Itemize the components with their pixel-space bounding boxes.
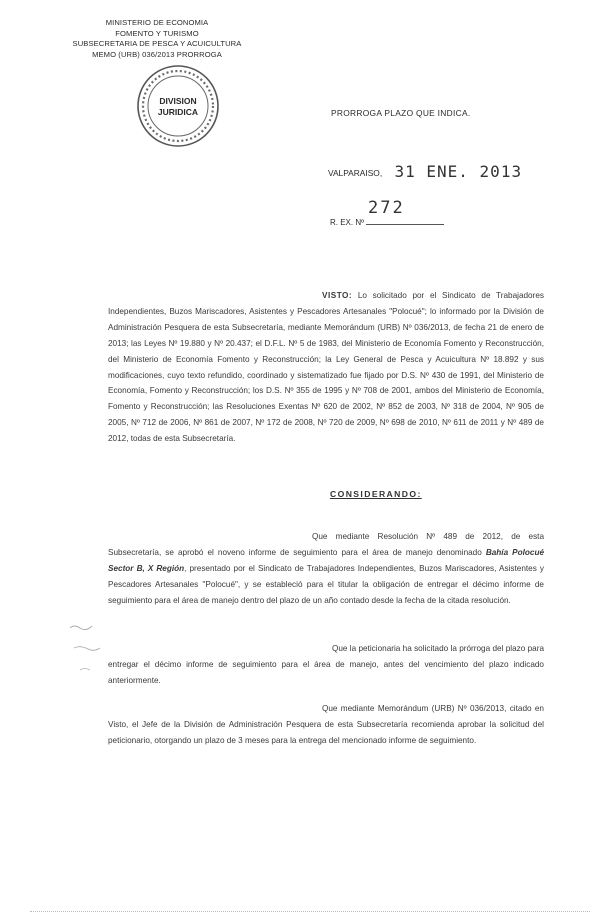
resolution-underline [366, 216, 444, 225]
resolution-number: 272 [368, 198, 405, 218]
visto-paragraph [108, 288, 544, 447]
letterhead-ministry: MINISTERIO DE ECONOMIA [105, 18, 209, 27]
p1-text-a: Que mediante Resolución Nº 489 de 2012, de esta Subsecretaría, se aprobó el noveno informe de seguimiento para el área de manejo denominado [108, 532, 544, 557]
margin-scribble-icon [30, 616, 110, 686]
p1-area-name: Bahía Polocué Sector B, X Región [108, 547, 545, 573]
page-footer-rule [30, 911, 590, 912]
letterhead-ministry-branch: FOMENTO Y TURISMO [115, 28, 199, 38]
considerando-label: CONSIDERANDO: [330, 489, 422, 499]
seal-stamp-icon [132, 60, 224, 152]
document-subject: PRORROGA PLAZO QUE INDICA. [331, 108, 471, 118]
place-label: VALPARAISO, [328, 168, 383, 178]
considerando-heading [330, 489, 422, 499]
resolution-label-line [330, 216, 444, 227]
p3-text: Que mediante Memorándum (URB) Nº 036/2013, citado en Visto, el Jefe de la División de Administración Pesquera de esta Subsecretaría recomienda aprobar la solicitud del peticionario, otorgando un plazo de 3 meses para la entrega del mencionado informe de seguimiento. [108, 704, 544, 745]
seal-label-2: JURIDICA [157, 107, 199, 117]
letterhead-memo-ref: MEMO (URB) 036/2013 PRORROGA [92, 49, 222, 59]
letterhead [62, 18, 252, 60]
visto-label: VISTO: [322, 291, 353, 300]
considerando-paragraph-3 [108, 701, 544, 749]
visto-text: Lo solicitado por el Sindicato de Trabajadores Independientes, Buzos Mariscadores, Asistentes y Pescadores Artesanales "Polocué"; lo informado por la División de Administración Pesquera de esta Subsecretaría, mediante Memorándum (URB) Nº 036/2013, de fecha 21 de enero de 2013; las Leyes Nº 19.880 y Nº 20.437; el D.F.L. Nº 5 de 1983, del Ministerio de Economía Fomento y Reconstrucción, del Ministerio de Economía Fomento y Reconstrucción; la Ley General de Pesca y Acuicultura Nº 18.892 y sus modificaciones, cuyo texto refundido, coordinado y sistematizado fue fijado por D.S. Nº 430 de 1991, del Ministerio de Economía, Fomento y Reconstrucción; los D.S. Nº 355 de 1995 y Nº 708 de 2001, ambos del Ministerio de Economía, Fomento y Reconstrucción; las Resoluciones Exentas Nº 620 de 2002, Nº 852 de 2003, Nº 318 de 2004, Nº 905 de 2005, Nº 712 de 2006, Nº 861 de 2007, Nº 172 de 2008, Nº 720 de 2009, Nº 698 de 2010, Nº 611 de 2011 y Nº 489 de 2012, todas de esta Subsecretaría. [108, 291, 544, 444]
letterhead-subsecretaria: SUBSECRETARIA DE PESCA Y ACUICULTURA [72, 39, 242, 48]
place-and-date [328, 162, 522, 181]
date-stamp: 31 ENE. 2013 [394, 162, 523, 181]
considerando-paragraph-1 [108, 529, 544, 609]
seal-label-1: DIVISION [159, 96, 197, 106]
p1-text-b: , presentado por el Sindicato de Trabajadores Independientes, Buzos Mariscadores, Asistentes y Pescadores Artesanales "Polocué", y se estableció para el titular la obligación de entregar el décimo informe de seguimiento para el área de manejo dentro del plazo de un año contado desde la fecha de la citada resolución. [108, 563, 544, 605]
resolution-label: R. EX. Nº [330, 218, 365, 227]
official-seal [132, 60, 224, 152]
p2-text: Que la peticionaria ha solicitado la prórroga del plazo para entregar el décimo informe de seguimiento para el área de manejo, antes del vencimiento del plazo indicado anteriormente. [108, 644, 544, 685]
margin-annotation [30, 616, 110, 686]
considerando-paragraph-2 [108, 641, 544, 689]
